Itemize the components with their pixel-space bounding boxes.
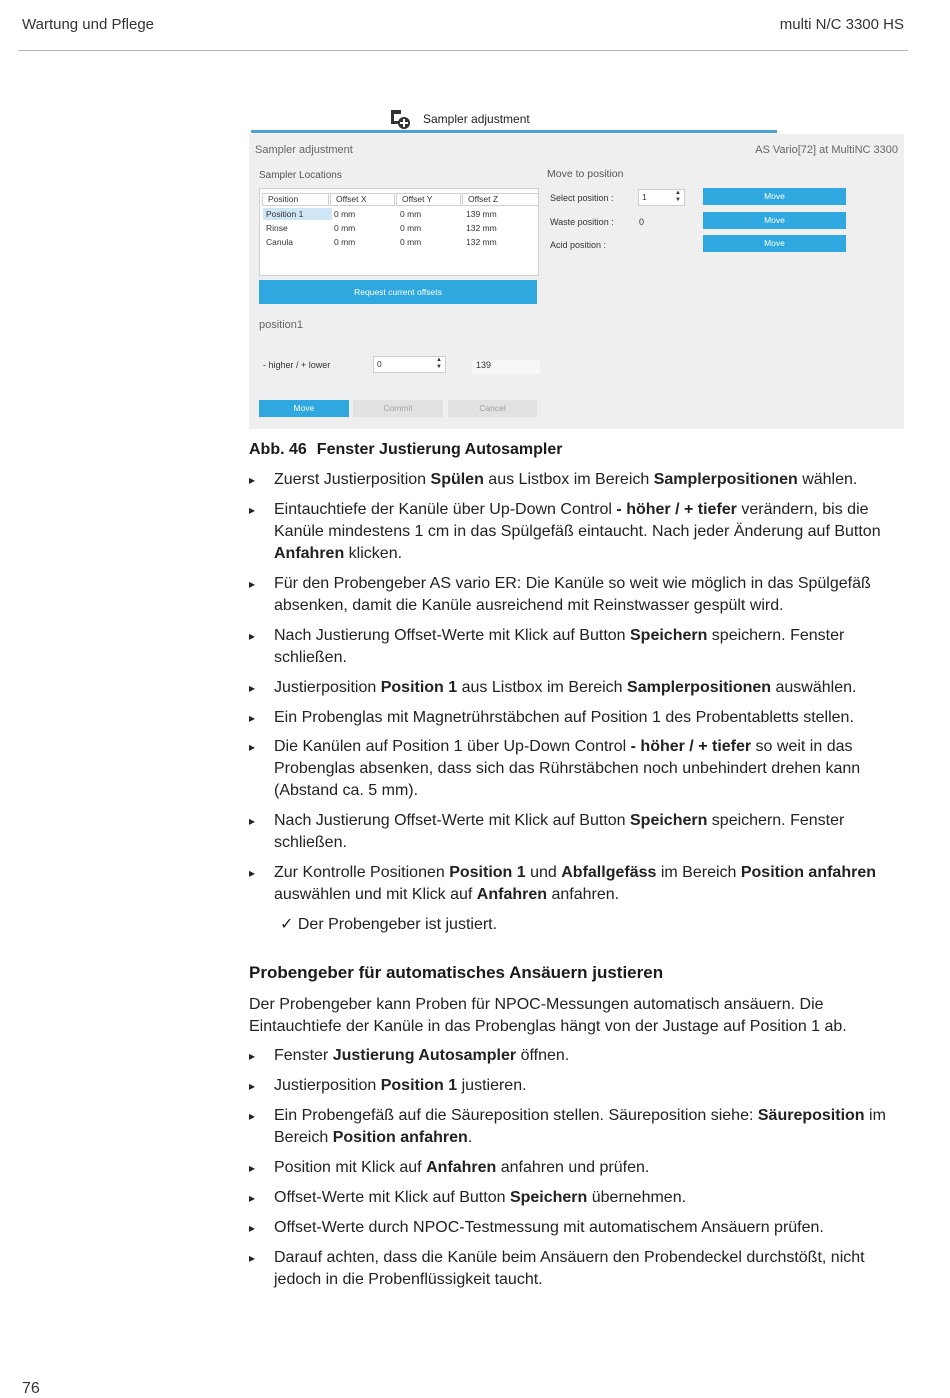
sampler-locations-table[interactable] <box>259 188 539 276</box>
emphasis-text: Speichern <box>630 812 708 829</box>
select-position-value: 1 <box>642 192 647 202</box>
section-heading: Probengeber für automatisches Ansäuern justieren <box>249 963 664 982</box>
emphasis-text: Speichern <box>509 1189 588 1206</box>
acid-position-label: Acid position : <box>550 240 607 250</box>
request-current-offsets-button[interactable]: Request current offsets <box>259 280 537 304</box>
plain-text: . <box>467 1129 473 1146</box>
table-row-cell: 0 mm <box>334 209 356 219</box>
list-item <box>249 625 904 669</box>
plain-text: und <box>525 864 562 881</box>
bullet-arrow-icon: ▸ <box>249 1049 256 1063</box>
z-value-readout: 139 <box>472 360 540 374</box>
list-item <box>249 1187 904 1209</box>
plain-text: im Bereich <box>274 1107 886 1146</box>
emphasis-text: - höher / + tiefer <box>630 738 752 755</box>
list-item-text <box>274 707 904 729</box>
bullet-arrow-icon: ▸ <box>249 1221 256 1235</box>
device-label: AS Vario[72] at MultiNC 3300 <box>755 144 898 156</box>
bullet-arrow-icon: ▸ <box>249 814 256 828</box>
bullet-arrow-icon: ▸ <box>249 740 256 754</box>
commit-button[interactable]: Commit <box>353 400 443 417</box>
plain-text: Offset-Werte durch NPOC-Testmessung mit automatischem Ansäuern prüfen. <box>274 1219 824 1236</box>
plain-text: verändern, bis die Kanüle mindestens 1 cm in das Spülgefäß eintaucht. Nach jeder Änderung auf Button <box>274 501 881 540</box>
select-position-spinner[interactable] <box>638 189 685 206</box>
emphasis-text: Position 1 <box>449 864 526 881</box>
list-item-text <box>274 736 904 802</box>
move-select-position-button[interactable]: Move <box>703 188 846 205</box>
plain-text: Zur Kontrolle Positionen <box>274 864 450 881</box>
page-number: 76 <box>22 1380 40 1397</box>
emphasis-text: Position anfahren <box>740 864 876 881</box>
plain-text: Zuerst Justierposition <box>274 471 431 488</box>
figure-caption <box>249 441 562 459</box>
plain-text: anfahren. <box>547 886 620 903</box>
list-item <box>249 677 904 699</box>
list-item-text <box>274 1045 904 1067</box>
list-item <box>249 1217 904 1239</box>
list-item-text <box>274 810 904 854</box>
higher-lower-spinner[interactable] <box>373 356 446 373</box>
plain-text: Eintauchtiefe der Kanüle über Up-Down Control <box>274 501 617 518</box>
list-item <box>249 736 904 802</box>
spinner-arrows-icon[interactable]: ▲ ▼ <box>675 190 681 203</box>
emphasis-text: Anfahren <box>426 1159 497 1176</box>
list-item-text <box>274 499 904 565</box>
plain-text: Nach Justierung Offset-Werte mit Klick auf Button <box>274 627 630 644</box>
list-item <box>249 1157 904 1179</box>
plain-text: auswählen und mit Klick auf <box>274 886 477 903</box>
plain-text: anfahren und prüfen. <box>496 1159 650 1176</box>
column-header-offset-z[interactable]: Offset Z <box>462 193 539 206</box>
list-item-text <box>274 1247 904 1291</box>
column-header-position[interactable]: Position <box>262 193 329 206</box>
table-row-cell[interactable]: Position 1 <box>263 208 332 220</box>
higher-lower-value: 0 <box>377 359 382 369</box>
list-item-text <box>274 677 904 699</box>
table-row-cell: 0 mm <box>400 237 422 247</box>
sampler-adjust-icon <box>390 108 412 130</box>
plain-text: Darauf achten, dass die Kanüle beim Ansäuern den Probendeckel durchstößt, nicht jedoch in die Probenflüssigkeit taucht. <box>274 1249 865 1288</box>
list-item-text <box>274 1157 904 1179</box>
figure-title: Fenster Justierung Autosampler <box>316 441 563 458</box>
plain-text: justieren. <box>457 1077 527 1094</box>
list-item <box>249 1075 904 1097</box>
move-button[interactable]: Move <box>259 400 349 417</box>
table-row-cell: 139 mm <box>466 209 497 219</box>
intro-paragraph: Der Probengeber kann Proben für NPOC-Messungen automatisch ansäuern. Die Eintauchtiefe der Kanüle in das Probenglas hängt von der Justage auf Position 1 ab. <box>249 996 847 1035</box>
plain-text: Ein Probengefäß auf die Säureposition stellen. Säureposition siehe: <box>274 1107 758 1124</box>
column-header-offset-y[interactable]: Offset Y <box>396 193 461 206</box>
bullet-arrow-icon: ▸ <box>249 503 256 517</box>
move-acid-position-button[interactable]: Move <box>703 235 846 252</box>
emphasis-text: - höher / + tiefer <box>616 501 737 518</box>
higher-lower-label: - higher / + lower <box>263 360 331 370</box>
emphasis-text: Position 1 <box>380 679 458 696</box>
bullet-arrow-icon: ▸ <box>249 1161 256 1175</box>
move-to-position-label: Move to position <box>547 168 624 180</box>
plain-text: speichern. Fenster schließen. <box>274 627 845 666</box>
spinner-arrows-icon[interactable]: ▲ ▼ <box>436 357 442 370</box>
plain-text: im Bereich <box>656 864 741 881</box>
table-row-cell[interactable]: Rinse <box>266 223 288 233</box>
emphasis-text: Anfahren <box>274 545 345 562</box>
list-item <box>249 469 904 491</box>
result-line <box>280 914 497 936</box>
plain-text: wählen. <box>797 471 858 488</box>
plain-text: aus Listbox im Bereich <box>457 679 628 696</box>
header-rule <box>18 50 908 51</box>
running-header-right: multi N/C 3300 HS <box>779 16 904 33</box>
plain-text: übernehmen. <box>587 1189 687 1206</box>
position-label: position1 <box>259 319 304 331</box>
window-titlebar <box>249 101 904 134</box>
plain-text: Position mit Klick auf <box>274 1159 427 1176</box>
plain-text: Fenster <box>274 1047 333 1064</box>
plain-text: Für den Probengeber AS vario ER: Die Kanüle so weit wie möglich in das Spülgefäß absenken, damit die Kanüle ausreichend mit Reinstwasser gespült wird. <box>274 575 871 614</box>
list-item <box>249 499 904 565</box>
list-item <box>249 1105 904 1149</box>
waste-position-value: 0 <box>639 217 645 227</box>
emphasis-text: Justierung Autosampler <box>332 1047 517 1064</box>
list-item-text <box>274 862 904 906</box>
plain-text: Ein Probenglas mit Magnetrührstäbchen auf Position 1 des Probentabletts stellen. <box>274 709 854 726</box>
emphasis-text: Samplerpositionen <box>627 679 772 696</box>
list-item <box>249 1045 904 1067</box>
plain-text: klicken. <box>344 545 403 562</box>
list-item-text <box>274 573 904 617</box>
plain-text: Offset-Werte mit Klick auf Button <box>274 1189 510 1206</box>
emphasis-text: Spülen <box>430 471 484 488</box>
emphasis-text: Speichern <box>630 627 708 644</box>
bullet-arrow-icon: ▸ <box>249 577 256 591</box>
figure-number: Abb. 46 <box>249 441 307 458</box>
table-row-cell: 132 mm <box>466 237 497 247</box>
list-item <box>249 707 904 729</box>
bullet-arrow-icon: ▸ <box>249 473 256 487</box>
list-item <box>249 573 904 617</box>
move-waste-position-button[interactable]: Move <box>703 212 846 229</box>
plain-text: Nach Justierung Offset-Werte mit Klick auf Button <box>274 812 630 829</box>
list-item <box>249 810 904 854</box>
bullet-arrow-icon: ▸ <box>249 629 256 643</box>
bullet-arrow-icon: ▸ <box>249 1109 256 1123</box>
list-item-text <box>274 1187 904 1209</box>
table-row-cell: 0 mm <box>400 209 422 219</box>
list-item-text <box>274 1217 904 1239</box>
plain-text: öffnen. <box>516 1047 570 1064</box>
list-item-text <box>274 1105 904 1149</box>
table-row-cell: 0 mm <box>334 223 356 233</box>
bullet-arrow-icon: ▸ <box>249 1251 256 1265</box>
plain-text: auswählen. <box>771 679 857 696</box>
active-tab-underline <box>251 130 777 133</box>
table-row-cell: 0 mm <box>400 223 422 233</box>
emphasis-text: Samplerpositionen <box>653 471 798 488</box>
emphasis-text: Position anfahren <box>332 1129 468 1146</box>
check-icon: ✓ <box>280 916 294 933</box>
sampler-adjustment-screenshot <box>249 101 904 429</box>
plain-text: so weit in das Probenglas absenken, dass sich das Rührstäbchen noch unbehindert drehen kann (Abstand ca. 5 mm). <box>274 738 861 799</box>
plain-text: Justierposition <box>274 1077 381 1094</box>
emphasis-text: Position 1 <box>380 1077 458 1094</box>
bullet-arrow-icon: ▸ <box>249 866 256 880</box>
emphasis-text: Säureposition <box>757 1107 865 1124</box>
plain-text: Justierposition <box>274 679 381 696</box>
plain-text: aus Listbox im Bereich <box>483 471 654 488</box>
emphasis-text: Abfallgefäss <box>561 864 657 881</box>
list-item-text <box>274 625 904 669</box>
waste-position-label: Waste position : <box>550 217 614 227</box>
plain-text: speichern. Fenster schließen. <box>274 812 845 851</box>
bullet-arrow-icon: ▸ <box>249 711 256 725</box>
section-title: Sampler adjustment <box>255 144 353 156</box>
table-row-cell: 132 mm <box>466 223 497 233</box>
result-text: Der Probengeber ist justiert. <box>297 916 498 933</box>
window-title: Sampler adjustment <box>423 112 530 126</box>
cancel-button[interactable]: Cancel <box>448 400 537 417</box>
list-item <box>249 1247 904 1291</box>
bullet-arrow-icon: ▸ <box>249 1191 256 1205</box>
table-row-cell[interactable]: Canula <box>266 237 293 247</box>
list-item-text <box>274 1075 904 1097</box>
emphasis-text: Anfahren <box>476 886 548 903</box>
running-header-left: Wartung und Pflege <box>22 16 155 33</box>
bullet-arrow-icon: ▸ <box>249 681 256 695</box>
select-position-label: Select position : <box>550 193 614 203</box>
table-row-cell: 0 mm <box>334 237 356 247</box>
column-header-offset-x[interactable]: Offset X <box>330 193 395 206</box>
sampler-locations-label: Sampler Locations <box>259 170 342 181</box>
list-item <box>249 862 904 906</box>
bullet-arrow-icon: ▸ <box>249 1079 256 1093</box>
plain-text: Die Kanülen auf Position 1 über Up-Down Control <box>274 738 631 755</box>
list-item-text <box>274 469 904 491</box>
